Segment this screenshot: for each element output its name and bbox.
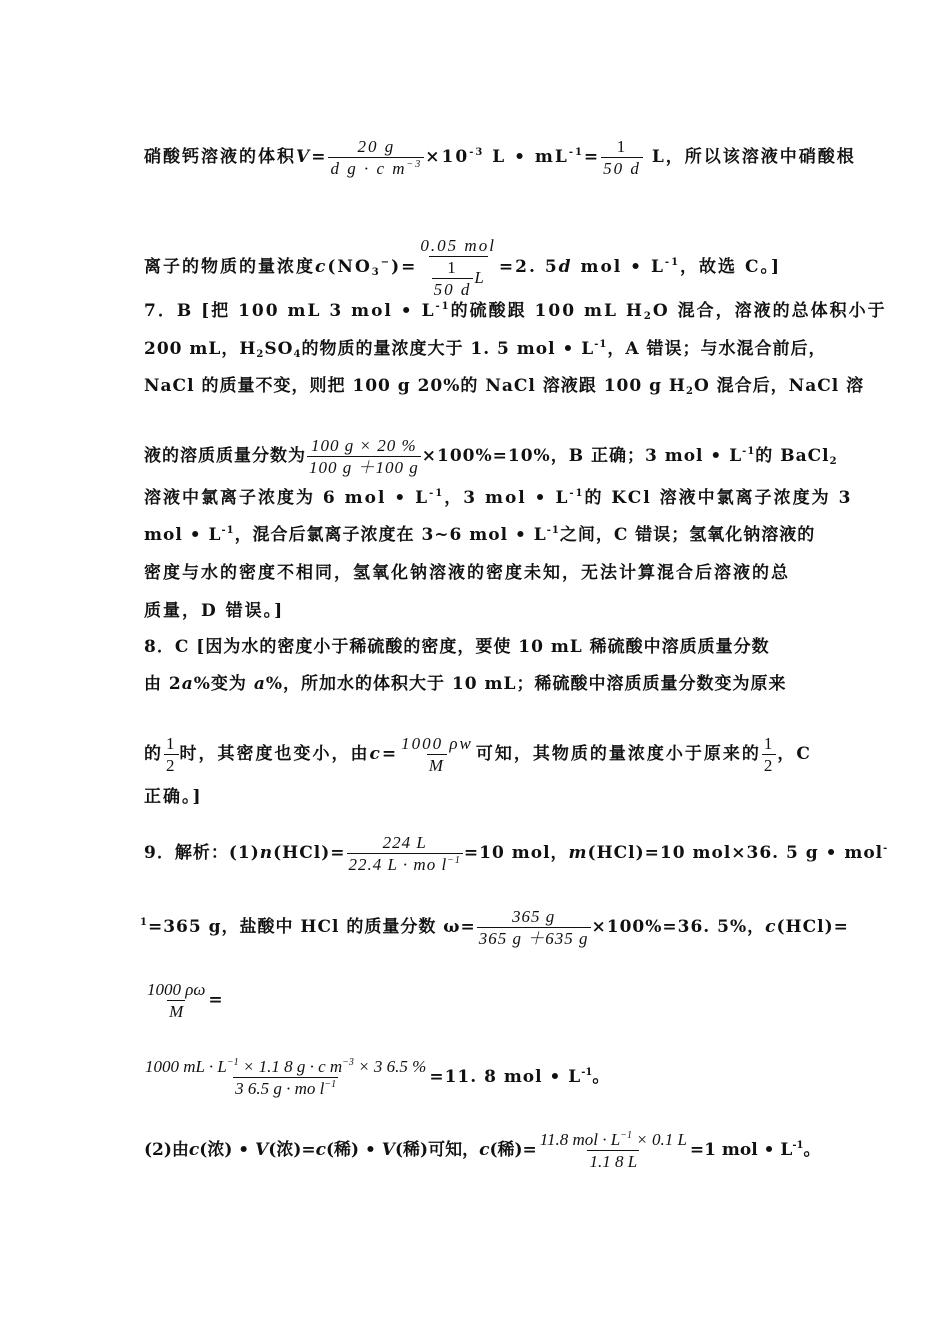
var-c: c [479, 1140, 490, 1160]
line-16 [140, 907, 849, 948]
text: 8．C [因为水的密度小于稀硫酸的密度，要使 10 mL 稀硫酸中溶质质量分数 [144, 637, 770, 657]
fraction-one-over-50d [601, 137, 643, 178]
fraction-concentration-formula [145, 980, 207, 1021]
text: = [311, 147, 328, 167]
text: (HCl)= [776, 917, 849, 937]
text: (浓) • [199, 1140, 256, 1160]
text: 3 6.5 g · mo l [235, 1079, 325, 1098]
sub: 2 [643, 311, 653, 322]
sup: -1 [221, 525, 235, 536]
text: 9．解析：(1) [144, 843, 260, 863]
fraction-moles [347, 833, 463, 874]
sup: -1 [742, 446, 756, 457]
text: 离子的物质的量浓度 [144, 257, 315, 277]
var-c: c [188, 1140, 200, 1160]
numerator: 1 [616, 137, 628, 156]
numerator: 1 [763, 734, 775, 753]
text: NaCl 的质量不变，则把 100 g 20%的 NaCl 溶液跟 100 g H [144, 376, 686, 396]
text: =365 g，盐酸中 HCl 的质量分数 ω= [147, 917, 476, 937]
text: =10 mol， [463, 843, 569, 863]
text: ×100%=36. 5%， [591, 917, 766, 937]
sup: −1 [620, 1130, 632, 1141]
sup: −1 [447, 855, 461, 866]
sup: −1 [226, 1057, 239, 1068]
text: = [381, 744, 399, 764]
text: 1000 mL · L [145, 1057, 227, 1076]
denominator [347, 853, 463, 874]
sup: -3 [469, 147, 485, 158]
line-17 [144, 980, 223, 1021]
line-5 [144, 375, 864, 397]
var-v: V [255, 1140, 269, 1160]
sup: -1 [429, 488, 445, 499]
numerator: 365 g [512, 907, 556, 926]
denominator [233, 1077, 338, 1098]
denominator: 100 g ＋100 g [309, 458, 419, 477]
sub: 2 [256, 349, 265, 360]
fraction-half [164, 734, 179, 775]
text: (稀)= [489, 1140, 537, 1160]
text: ，A 错误；与水混合前后， [607, 339, 827, 359]
var-c: c [315, 1140, 326, 1160]
text: L • mL [484, 147, 569, 167]
text: )= [391, 257, 418, 277]
line-13 [144, 734, 812, 775]
numerator: 1 [166, 734, 177, 753]
line-6 [144, 436, 838, 477]
text: O 混合后，NaCl 溶 [693, 376, 865, 396]
line-1 [144, 137, 856, 178]
var-d: d [558, 257, 573, 277]
sub: 2 [829, 456, 838, 467]
text: ，3 mol • L [444, 488, 570, 508]
numerator: 20 g [357, 137, 396, 156]
var-v: V [296, 147, 312, 167]
var-c: c [315, 257, 328, 277]
denominator: 50 d [433, 280, 472, 299]
text: ×100%=10%，B 正确；3 mol • L [421, 446, 743, 466]
sup: -1 [581, 1067, 593, 1078]
fraction-hcl-mass-fraction [477, 907, 591, 948]
text: 正确。] [144, 787, 203, 807]
text: 7．B [把 100 mL 3 mol • L [144, 301, 436, 321]
fraction-dilution [538, 1130, 689, 1171]
denominator: 2 [166, 756, 177, 775]
text: 的 BaCl [755, 446, 830, 466]
var-v: V [381, 1140, 395, 1160]
text: O 混合，溶液的总体积小于 [652, 301, 887, 321]
sup: -1 [594, 339, 608, 350]
fraction-hcl-concentration [143, 1057, 428, 1098]
text: (HCl)=10 mol×36. 5 g • mol [587, 843, 884, 863]
var-c: c [765, 917, 777, 937]
text: = [583, 147, 601, 167]
denominator: 2 [763, 756, 775, 775]
line-3 [144, 300, 887, 322]
text: 22.4 L · mo l [348, 855, 448, 874]
text: (稀) • [325, 1140, 382, 1160]
text: 密度与水的密度不相同，氢氧化钠溶液的密度未知，无法计算混合后溶液的总 [144, 563, 790, 583]
line-4 [144, 338, 826, 360]
numerator: 1 [447, 258, 458, 277]
numerator: 224 L [382, 833, 427, 852]
var-a: a [181, 674, 194, 694]
line-7 [144, 487, 852, 509]
text: %，所加水的体积大于 10 mL；稀硫酸中溶质质量分数变为原来 [265, 674, 787, 694]
text: 。 [592, 1067, 610, 1087]
var-a: a [253, 674, 266, 694]
text: (浓)= [268, 1140, 316, 1160]
numerator: 1000 ρw [401, 734, 473, 753]
text: 的 [144, 744, 163, 764]
denominator: M [428, 756, 446, 775]
denominator: 1.1 8 L [589, 1152, 638, 1171]
sup: −3 [342, 1057, 354, 1068]
denominator [429, 256, 488, 299]
sub: 3 [371, 267, 381, 278]
text: 时，其密度也变小，由 [179, 744, 370, 764]
text: 的 KCl 溶液中氯离子浓度为 3 [584, 488, 853, 508]
denominator: 365 g ＋635 g [478, 929, 589, 948]
numerator: 100 g × 20 % [311, 436, 417, 455]
text: L [474, 268, 486, 287]
text: ，C [777, 744, 812, 764]
fraction-mass-over-density [328, 137, 424, 178]
sup: -1 [568, 147, 584, 158]
text: =1 mol • L [689, 1140, 793, 1160]
line-11 [144, 636, 770, 658]
text: mol • L [572, 257, 665, 277]
text: 的物质的量浓度大于 1. 5 mol • L [301, 339, 595, 359]
text: 可知，其物质的量浓度小于原来的 [475, 744, 761, 764]
text: 。 [803, 1140, 821, 1160]
text: mol • L [144, 525, 222, 545]
line-9 [144, 562, 790, 584]
inner-fraction [432, 258, 474, 299]
sup: -1 [569, 488, 585, 499]
numerator [143, 1057, 428, 1077]
sup: - [883, 843, 889, 854]
text: ×10 [425, 147, 470, 167]
var-n: n [259, 843, 274, 863]
denominator: 50 d [603, 159, 641, 178]
sup: −3 [406, 159, 423, 170]
line-10 [144, 600, 284, 622]
line-2 [144, 236, 781, 299]
text: (2)由 [144, 1140, 189, 1160]
var-c: c [369, 744, 382, 764]
text: (稀)可知， [394, 1140, 480, 1160]
sup: -1 [435, 301, 451, 312]
text: 质量，D 错误。] [144, 601, 285, 621]
text: 11.8 mol · L [539, 1130, 621, 1149]
line-8 [144, 524, 815, 546]
sup: -1 [664, 257, 681, 268]
text: %变为 [193, 674, 254, 694]
sup: -1 [546, 525, 560, 536]
sub: 4 [293, 349, 302, 360]
text: 硝酸钙溶液的体积 [144, 147, 296, 167]
line-12 [144, 673, 786, 695]
fraction-concentration-formula [399, 734, 475, 775]
fraction-half [762, 734, 777, 775]
denominator [328, 157, 424, 178]
sup: −1 [324, 1079, 337, 1090]
text: 由 2 [144, 674, 182, 694]
text: (HCl)= [273, 843, 346, 863]
numerator [538, 1130, 689, 1150]
numerator: 0.05 mol [420, 236, 496, 255]
line-18 [142, 1057, 609, 1098]
text: 的硫酸跟 100 mL H [450, 301, 644, 321]
line-15 [144, 833, 888, 874]
text: SO [264, 339, 294, 359]
fraction-nitrate-concentration [418, 236, 498, 299]
denominator: M [169, 1002, 184, 1021]
sup: − [380, 257, 392, 268]
text: × 3 6.5 % [353, 1057, 427, 1076]
var-m: m [568, 843, 588, 863]
text: ，故选 C。] [680, 257, 782, 277]
text: × 1.1 8 g · c m [238, 1057, 343, 1076]
text: ，混合后氯离子浓度在 3~6 mol • L [234, 525, 547, 545]
sub: 2 [685, 386, 694, 397]
text: =2. 5 [498, 257, 559, 277]
fraction-mass-fraction [307, 436, 421, 477]
text: (NO [327, 257, 372, 277]
line-19 [144, 1130, 820, 1171]
text: × 0.1 L [631, 1130, 687, 1149]
text: 200 mL，H [144, 339, 257, 359]
text: = [208, 990, 223, 1010]
text: 溶液中氯离子浓度为 6 mol • L [144, 488, 430, 508]
sup: -1 [792, 1140, 804, 1151]
text: d g · c m [330, 159, 407, 178]
text: 之间，C 错误；氢氧化钠溶液的 [559, 525, 816, 545]
sup: 1 [140, 917, 148, 928]
text: 液的溶质质量分数为 [144, 446, 306, 466]
text: L，所以该溶液中硝酸根 [643, 147, 856, 167]
line-14 [144, 786, 203, 808]
numerator: 1000 ρω [147, 980, 206, 999]
text: =11. 8 mol • L [429, 1067, 582, 1087]
